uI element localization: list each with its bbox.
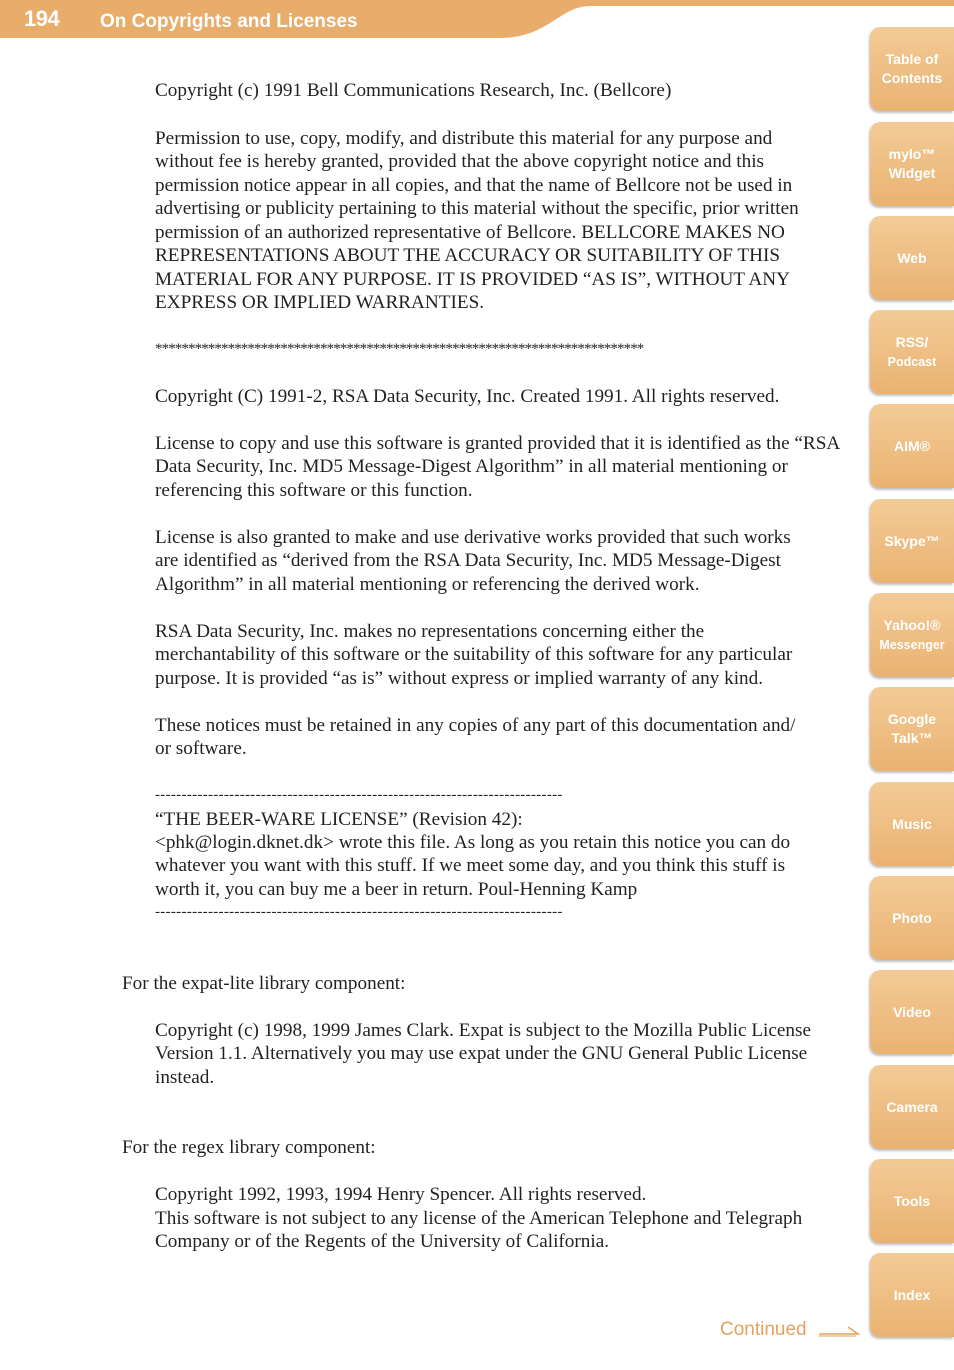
continued-arrow-icon	[818, 1325, 860, 1339]
tab-label: Google	[887, 711, 937, 727]
tab-table-of-contents[interactable]	[870, 27, 954, 111]
tab-web[interactable]	[870, 216, 954, 300]
tab-mylo-widget[interactable]	[870, 122, 954, 206]
bellcore-line: permission notice appear in all copies, and that the name of Bellcore not be used in	[155, 175, 793, 196]
bellcore-line: EXPRESS OR IMPLIED WARRANTIES.	[155, 292, 485, 313]
tab-label: Table of	[885, 51, 939, 67]
bellcore-line: REPRESENTATIONS ABOUT THE ACCURACY OR SUITABILITY OF THIS	[155, 245, 781, 266]
continued-label: Continued	[720, 1319, 807, 1340]
beerware-line: “THE BEER-WARE LICENSE” (Revision 42):	[155, 809, 523, 830]
bellcore-copyright: Copyright (c) 1991 Bell Communications Research, Inc. (Bellcore)	[155, 80, 672, 101]
tab-photo[interactable]	[870, 876, 954, 960]
tab-label: Contents	[881, 70, 943, 86]
rsa-license-line: Data Security, Inc. MD5 Message-Digest Algorithm” in all material mentioning or	[155, 456, 788, 477]
rsa-license-line: referencing this software or this function.	[155, 480, 473, 501]
tab-music[interactable]	[870, 782, 954, 866]
page-number: 194	[24, 6, 60, 31]
rsa-disclaimer-line: purpose. It is provided “as is” without express or implied warranty of any kind.	[155, 668, 764, 689]
bellcore-line: permission of an authorized representative of Bellcore. BELLCORE MAKES NO	[155, 222, 785, 243]
expat-line: Version 1.1. Alternatively you may use expat under the GNU General Public License	[155, 1043, 808, 1064]
tab-label: Podcast	[887, 354, 937, 369]
beerware-line: <phk@login.dknet.dk> wrote this file. As long as you retain this notice you can do	[155, 832, 791, 853]
tab-label: Tools	[893, 1192, 931, 1209]
bellcore-line: MATERIAL FOR ANY PURPOSE. IT IS PROVIDED “AS IS”, WITHOUT ANY	[155, 269, 790, 290]
regex-line: Company or of the Regents of the University of California.	[155, 1231, 610, 1252]
tab-index[interactable]	[870, 1253, 954, 1337]
tab-video[interactable]	[870, 970, 954, 1054]
regex-line: Copyright 1992, 1993, 1994 Henry Spencer. All rights reserved.	[155, 1184, 647, 1205]
tab-label: Messenger	[879, 637, 945, 652]
rsa-license-line: License to copy and use this software is granted provided that it is identified as the “RSA	[155, 433, 841, 454]
tab-tools[interactable]	[870, 1159, 954, 1243]
bellcore-line: Permission to use, copy, modify, and distribute this material for any purpose and	[155, 128, 773, 149]
tab-camera[interactable]	[870, 1065, 954, 1149]
tab-label: Yahoo!®	[883, 616, 941, 633]
tab-label: RSS/	[895, 333, 929, 350]
tab-label: Web	[897, 249, 927, 266]
section-tabs	[870, 0, 954, 1370]
expat-heading: For the expat-lite library component:	[122, 973, 406, 994]
dash-separator: -----------------------------------------------------------------------------	[155, 904, 563, 920]
tab-label: AIM®	[894, 437, 930, 454]
header-title: On Copyrights and Licenses	[100, 11, 358, 32]
tab-rss-podcast[interactable]	[870, 310, 954, 394]
regex-heading: For the regex library component:	[122, 1137, 376, 1158]
tab-label: mylo™	[888, 146, 936, 162]
tab-aim[interactable]	[870, 404, 954, 488]
tab-label: Talk™	[891, 730, 933, 746]
tab-google-talk[interactable]	[870, 687, 954, 771]
tab-label: Camera	[886, 1098, 938, 1115]
dash-separator: -----------------------------------------------------------------------------	[155, 787, 563, 803]
rsa-derivative-line: License is also granted to make and use derivative works provided that such works	[155, 527, 791, 548]
tab-label: Music	[892, 815, 932, 832]
tab-label: Widget	[888, 165, 936, 181]
rsa-disclaimer-line: merchantability of this software or the suitability of this software for any particular	[155, 644, 793, 665]
bellcore-line: advertising or publicity pertaining to this material without the specific, prior written	[155, 198, 799, 219]
rsa-notices-line: or software.	[155, 738, 247, 759]
tab-label: Photo	[892, 909, 932, 926]
expat-line: Copyright (c) 1998, 1999 James Clark. Expat is subject to the Mozilla Public License	[155, 1020, 811, 1041]
expat-line: instead.	[155, 1067, 215, 1088]
rsa-derivative-line: Algorithm” in all material mentioning or referencing the derived work.	[155, 574, 700, 595]
tab-label: Index	[893, 1286, 931, 1303]
bellcore-line: without fee is hereby granted, provided that the above copyright notice and this	[155, 151, 765, 172]
tab-yahoo-messenger[interactable]	[870, 593, 954, 677]
beerware-line: worth it, you can buy me a beer in return. Poul-Henning Kamp	[155, 879, 638, 900]
rsa-notices-line: These notices must be retained in any copies of any part of this documentation and/	[155, 715, 796, 736]
tab-skype[interactable]	[870, 499, 954, 583]
beerware-line: whatever you want with this stuff. If we meet some day, and you think this stuff is	[155, 855, 786, 876]
rsa-derivative-line: are identified as “derived from the RSA Data Security, Inc. MD5 Message-Digest	[155, 550, 781, 571]
tab-label: Video	[893, 1003, 931, 1020]
rsa-copyright: Copyright (C) 1991-2, RSA Data Security, Inc. Created 1991. All rights reserved.	[155, 386, 780, 407]
tab-label: Skype™	[884, 532, 940, 549]
rsa-disclaimer-line: RSA Data Security, Inc. makes no representations concerning either the	[155, 621, 705, 642]
regex-line: This software is not subject to any license of the American Telephone and Telegraph	[155, 1208, 803, 1229]
asterisk-separator: **************************************************************************	[155, 341, 644, 357]
